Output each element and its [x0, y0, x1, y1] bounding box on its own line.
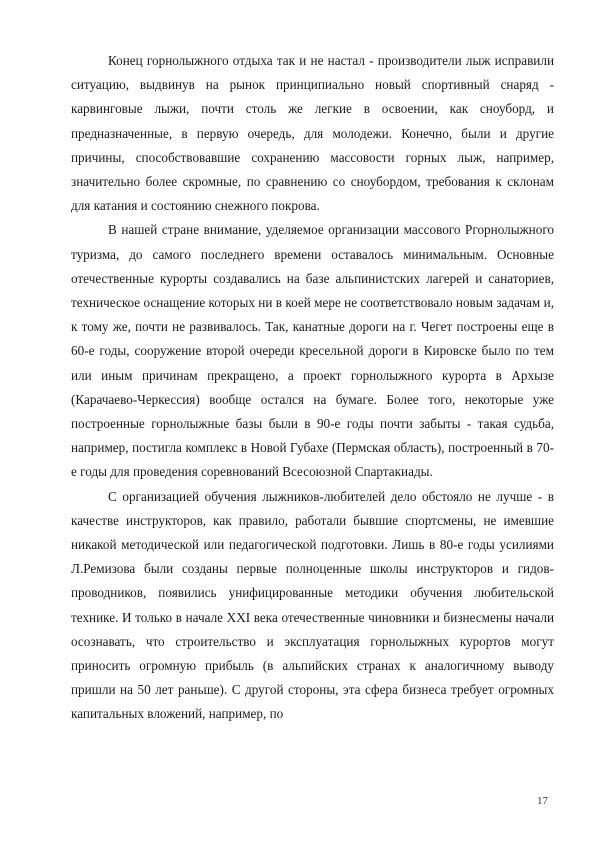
body-text — [71, 49, 554, 727]
page-number: 17 — [537, 795, 548, 807]
paragraph: С организацией обучения лыжников-любителей дело обстояло не лучше - в качестве инструкторов, как правило, работали бывшие спортсмены, не имевшие никакой методической или педагогической подготовки. Лишь в 80-е годы усилиями Л.Ремизова были созданы первые полноценные школы инструкторов и гидов-проводников, появились унифицированные методики обучения любительской технике. И только в начале XXI века отечественные чиновники и бизнесмены начали осознавать, что строительство и эксплуатация горнолыжных курортов могут приносить огромную прибыль (в альпийских странах к аналогичному выводу пришли на 50 лет раньше). С другой стороны, эта сфера бизнеса требует огромных капитальных вложений, например, по — [71, 488, 554, 722]
paragraph: Конец горнолыжного отдыха так и не настал - производители лыж исправили ситуацию, выдвинув на рынок принципиально новый спортивный снаряд - карвинговые лыжи, почти столь же легкие в освоении, как сноуборд, и предназначенные, в первую очередь, для молодежи. Конечно, были и другие причины, способствовавшие сохранению массовости горных лыж, например, значительно более скромные, по сравнению со сноубордом, требования к склонам для катания и состоянию снежного покрова. — [71, 53, 554, 214]
paragraph: В нашей стране внимание, уделяемое организации массового Ргорнолыжного туризма, до самого последнего времени оставалось минимальным. Основные отечественные курорты создавались на базе альпинистских лагерей и санаториев, техническое оснащение которых ни в коей мере не соответствовало новым задачам и, к тому же, почти не развивалось. Так, канатные дороги на г. Чегет построены еще в 60-е годы, сооружение второй очереди кресельной дороги в Кировске было по тем или иным причинам прекращено, а проект горнолыжного курорта в Архызе (Карачаево-Черкессия) вообще остался на бумаге. Более того, некоторые уже построенные горнолыжные базы были в 90-е годы почти забыты - такая судьба, например, постигла комплекс в Новой Губахе (Пермская область), построенный в 70-е годы для проведения соревнований Всесоюзной Спартакиады. — [71, 222, 554, 480]
